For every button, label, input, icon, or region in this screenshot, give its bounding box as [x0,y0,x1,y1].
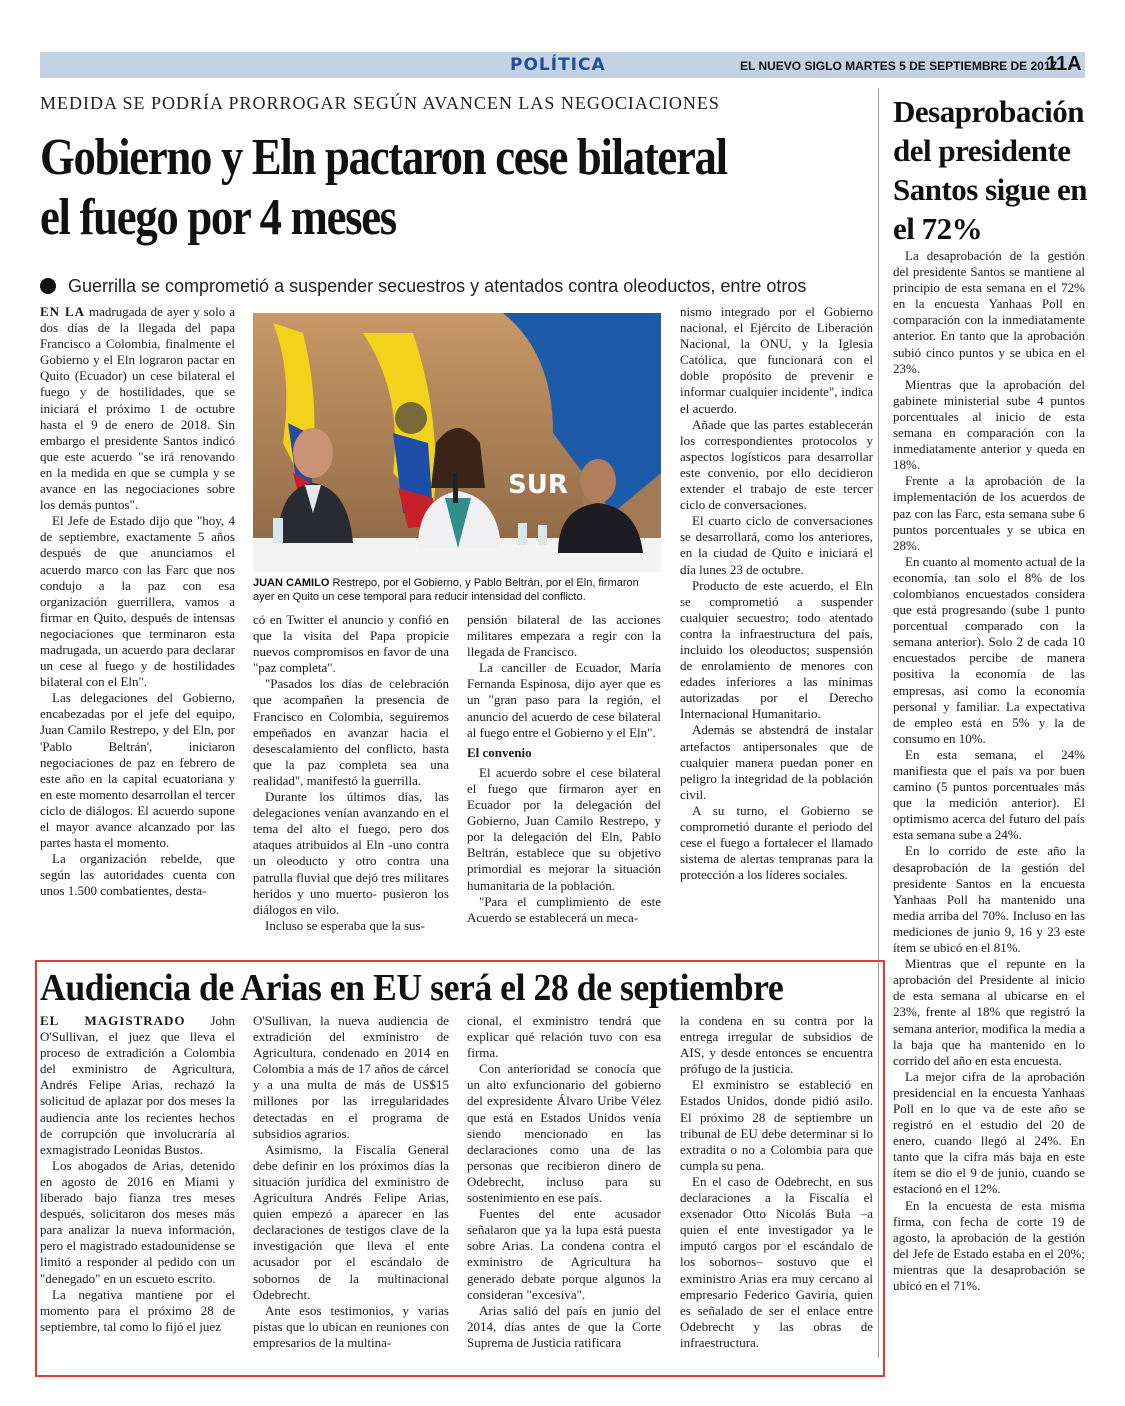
article-paragraph: có en Twitter el anuncio y confió en que la visita del Papa propicie nuevos compromisos en favor de una "paz completa". [253,612,449,676]
box-column-2 [253,1013,449,1351]
box-paragraph: O'Sullivan, la nueva audiencia de extradición del exministro de Agricultura, condenado en 2014 en Colombia a más de 17 años de cárcel y a una multa de más de US$15 millones por las irregularidades detectadas en el programa de subsidios agrarios. [253,1013,449,1141]
article-column-1 [40,304,235,899]
article-paragraph: Incluso se esperaba que la sus- [265,917,425,933]
sidebar-paragraph: Mientras que el repunte en la aprobación del Presidente al inicio de esta semana al ubicarse en el 23%, frente al 18% que registró la semana anterior, modifica la media a la baja que ha mantenido en lo corrido del año en esta encuesta. [893,956,1085,1068]
article-column-2 [253,612,449,934]
article-column-4 [680,304,873,883]
sidebar-paragraph: En la encuesta de esta misma firma, con fecha de corte 19 de agosto, la aprobación de la gestión del Jefe de Estado estaba en el 20%; mientras que la desaprobación se ubicó en el 71%. [893,1197,1085,1293]
sidebar-paragraph: Mientras que la aprobación del gabinete ministerial sube 4 puntos porcentuales al inicio de esta semana en comparación con la inmediatamente anterior y queda en 18%. [893,376,1085,473]
article-paragraph: Las delegaciones del Gobierno, encabezadas por el jefe del equipo, Juan Camilo Restrepo, y del Eln, por 'Pablo Beltrán', iniciaron negociaciones de paz en febrero de este año en la capital ecuatoriana y en este momento desarrollan el tercer ciclo de diálogos. El acuerdo supone el mayor avance alcanzado por las partes hasta el momento. [40,690,235,851]
box-paragraph: Los abogados de Arias, detenido en agosto de 2016 en Miami y liberado bajo fianza tres meses después, solicitaron dos meses más para analizar la nueva información, pero el magistrado estadounidense se limitó a responder al pedido con un "denegado" en un escueto escrito. [40,1157,235,1286]
sidebar-paragraph: En esta semana, el 24% manifiesta que el país va por buen camino (5 puntos porcentuales más que la medición anterior). El optimismo acerca del futuro del país esta semana sube a 24%. [893,746,1085,843]
lead-in: EL MAGISTRADO [40,1013,186,1028]
box-paragraph: cional, el exministro tendrá que explicar qué relación tuvo con esa firma. [467,1013,661,1061]
svg-text:SUR: SUR [508,470,568,500]
page-number: 11A [1046,53,1082,75]
section-label: POLÍTICA [510,55,606,75]
box-headline: Audiencia de Arias en EU será el 28 de septiembre [40,967,784,1009]
photo-caption [253,576,663,604]
article-paragraph: El acuerdo sobre el cese bilateral el fuego que firmaron ayer en Ecuador por la delegación del Gobierno, Juan Camilo Restrepo, y por la delegación del Eln, Pablo Beltrán, establece que su objetivo primordial es mejorar la situación humanitaria de la población. [467,764,661,893]
article-paragraph [40,304,235,513]
article-paragraph: El Jefe de Estado dijo que "hoy, 4 de septiembre, exactamente 5 años después de que anunciamos el acuerdo marco con las Farc que nos condujo a la paz con esa organización guerrillera, vamos a firmar en Quito, después de intensas negociaciones que terminaron esta madrugada, un acuerdo para declarar un cese al fuego y de hostilidades bilateral con el Eln". [40,513,235,690]
paragraph-text: madrugada de ayer y solo a dos días de la llegada del papa Francisco a Colombia, finalmente el Gobierno y el Eln lograron pactar en Quito (Ecuador) un cese bilateral el fuego y de hostilidades, que se iniciará el próximo 1 de octubre hasta el 9 de enero de 2018. Sin embargo el presidente Santos indicó que este acuerdo "se irá renovando en la medida en que se cumpla y se avance en las negociaciones sobre los demás puntos". [40,304,235,513]
box-paragraph: Fuentes del ente acusador señalaron que ya la lupa está puesta sobre Arias. La condena contra el exministro de Agricultura ha generado debate porque algunos la consideran "excesiva". [467,1206,661,1302]
sidebar-paragraph: En cuanto al momento actual de la economía, tan solo el 8% de los colombianos encuestados considera que está progresando (sube 1 punto porcentual comparado con la semana anterior). Solo 2 de cada 10 encuestados percibe de manera positiva la economía de las empresas, así como la economía personal y familiar. La expectativa de empleo está en 5% y la de consumo en 10%. [893,553,1085,746]
bullet-icon [40,278,56,294]
box-paragraph: la condena en su contra por la entrega irregular de subsidios de AIS, y desde entonces se encuentra prófugo de la justicia. [680,1013,873,1077]
article-paragraph: Producto de este acuerdo, el Eln se comprometió a suspender cualquier secuestro; todo atentado contra la infraestructura del país, incluido los oleoductos; suspensión de enrolamiento de menores con edades inferiores a las mínimas autorizadas por el Derecho Internacional Humanitario. [680,577,873,722]
article-paragraph: Durante los últimos días, las delegaciones venían avanzando en el tema del alto el fuego, pero dos ataques atribuidos al Eln -uno contra un oleoducto y otro contra una patrulla fluvial que dejó tres militares heridos y uno muerto- pusieron los diálogos en vilo. [253,789,449,917]
article-paragraph: Añade que las partes establecerán los correspondientes protocolos y aspectos logísticos para desarrollar este convenio, por ello decidieron extender el trabajo de este tercer ciclo de conversaciones. [680,416,873,513]
article-paragraph: A su turno, el Gobierno se comprometió durante el periodo del cese el fuego a fortalecer el llamado sistema de alertas tempranas para la protección a los líderes sociales. [680,802,873,883]
article-paragraph: La organización rebelde, que según las autoridades cuenta con unos 1.500 combatientes, desta- [40,851,235,899]
article-paragraph: pensión bilateral de las acciones militares empezara a regir con la llegada de Francisco. [467,612,661,660]
article-paragraph: El cuarto ciclo de conversaciones se desarrollará, como los anteriores, en la ciudad de Quito e iniciará el día lunes 23 de octubre. [680,513,873,577]
article-headline: Gobierno y Eln pactaron cese bilateral el fuego por 4 meses [40,129,727,246]
sidebar-paragraph: Frente a la aprobación de la implementación de los acuerdos de paz con las Farc, esta semana sube 6 puntos porcentuales y se ubica en 28%. [893,473,1085,553]
paper-dateline: EL NUEVO SIGLO MARTES 5 DE SEPTIEMBRE DE 2017 [740,59,1058,73]
box-paragraph: Arias salió del país en junio del 2014, días antes de que la Corte Suprema de Justicia ratificara [467,1302,661,1350]
box-paragraph: La negativa mantiene por el momento para el próximo 28 de septiembre, tal como lo fijó el juez [40,1286,235,1334]
article-column-3 [467,612,661,926]
box-paragraph: En el caso de Odebrecht, en sus declaraciones a la Fiscalía el exsenador Otto Nicolás Bula –a quien el ente investigador ya le imputó cargos por el escándalo de los sobornos– sostuvo que el exministro Arias era muy cercano al empresario Federico Gaviria, quien es señalado de ser el enlace entre Odebrecht y las obras de infraestructura. [680,1173,873,1350]
caption-text: Restrepo, por el Gobierno, y Pablo Beltrán, por el Eln, firmaron ayer en Quito un cese temporal para reducir intensidad del conflicto. [253,577,639,603]
article-subhead [40,276,806,297]
article-paragraph: "Pasados los días de celebración que acompañen la presencia de Francisco en Colombia, seguiremos empeñados en avanzar hacia el desescalamiento del conflicto, hasta que la paz completa sea una realidad", manifestó la guerrilla. [253,676,449,788]
paragraph-text: John O'Sullivan, el juez que lleva el proceso de extradición a Colombia del exministro de Agricultura, Andrés Felipe Arias, rechazó la solicitud de aplazar por dos meses la audiencia ante los recientes hechos de corrupción que involucraría al exmagistrado Leonidas Bustos. [40,1013,235,1157]
caption-lead: JUAN CAMILO [253,577,330,589]
lead-in: EN LA [40,304,86,319]
box-column-1 [40,1013,235,1335]
sidebar-paragraph: La desaprobación de la gestión del presidente Santos se mantiene al principio de esta semana en el 72% en la encuesta Yanhaas Poll en comparación con la inmediatamente anterior. En tanto que la aprobación subió cinco puntos y se ubica en el 23%. [893,248,1085,376]
article-photo [253,313,661,572]
article-paragraph: Además se abstendrá de instalar artefactos antipersonales que de cualquier manera puedan poner en peligro la integridad de la población civil. [680,722,873,802]
box-paragraph: Asimismo, la Fiscalía General debe definir en los próximos días la situación jurídica del exministro de Agricultura Andrés Felipe Arias, quien empezó a aparecer en las declaraciones de testigos clave de la investigación que lleva el ente acusador por el escándalo de sobornos de la multinacional Odebrecht. [253,1141,449,1302]
box-column-4 [680,1013,873,1351]
sidebar-paragraph: La mejor cifra de la aprobación presidencial en la encuesta Yanhaas Poll en lo que va de este año se registró en el estudio del 20 de enero, cuando llegó al 24%. En tanto que la cifra más baja en este ítem se dio el 9 de junio, cuando se estacionó en el 12%. [893,1068,1085,1197]
sidebar-paragraph: En lo corrido de este año la desaprobación de la gestión del presidente Santos en la encuesta Yanhaas Poll ha mantenido una media arriba del 70%. Incluso en las mediciones de junio 9, 16 y 23 este ítem se ubicó en el 81%. [893,843,1085,956]
article-paragraph: nismo integrado por el Gobierno nacional, el Ejército de Liberación Nacional, la ONU, y la Iglesia Católica, que funcionará con el doble propósito de prevenir e informar cualquier incidente", indica el acuerdo. [680,304,873,416]
photo-illustration [253,313,661,572]
subhead-text: Guerrilla se comprometió a suspender secuestros y atentados contra oleoductos, entre otros [68,276,807,296]
article-paragraph: "Para el cumplimiento de este Acuerdo se establecerá un meca- [467,893,661,925]
box-paragraph: Ante esos testimonios, y varias pistas que lo ubican en reuniones con empresarios de la multina- [253,1302,449,1350]
box-paragraph: Con anterioridad se conocía que un alto exfuncionario del gobierno del expresidente Álvaro Uribe Vélez que está en Estados Unidos venía siendo mencionado en las declaraciones como una de las personas que recibieron dinero de Odebrecht, incluso para su sostenimiento en ese país. [467,1061,661,1206]
box-paragraph: El exministro se estableció en Estados Unidos, donde pidió asilo. El próximo 28 de septiembre un tribunal de EU debe determinar si lo extradita o no a Colombia para que cumpla su pena. [680,1077,873,1173]
sidebar-body [893,248,1085,1294]
article-paragraph: La canciller de Ecuador, María Fernanda Espinosa, dijo ayer que es un "gran paso para la región, el anuncio del acuerdo de cese bilateral al fuego entre el Gobierno y el Eln". [467,660,661,740]
sidebar-headline: Desaprobación del presidente Santos sigue en el 72% [893,94,1088,246]
box-column-3 [467,1013,661,1351]
section-subheading: El convenio [467,744,532,760]
box-paragraph [40,1013,235,1158]
article-kicker: MEDIDA SE PODRÍA PRORROGAR SEGÚN AVANCEN LAS NEGOCIACIONES [40,93,720,113]
